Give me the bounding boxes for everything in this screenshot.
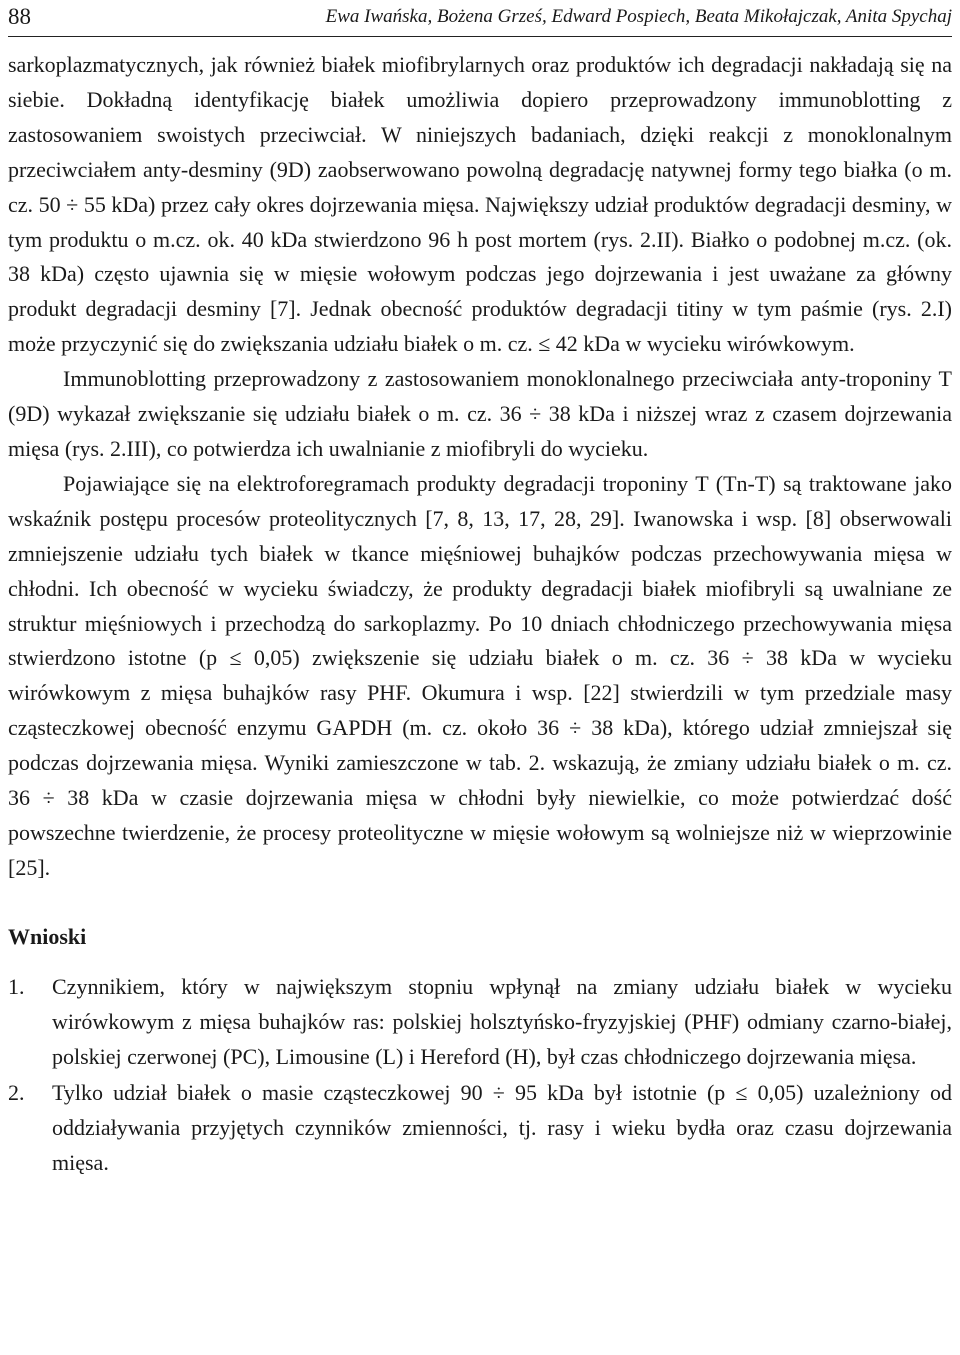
running-head-authors: Ewa Iwańska, Bożena Grześ, Edward Pospiech, Beata Mikołajczak, Anita Spychaj <box>325 6 952 27</box>
paragraph-2: Immunoblotting przeprowadzony z zastosowaniem monoklonalnego przeciwciała anty-troponiny T (9D) wykazał zwiększanie się udziału białek o m. cz. 36 ÷ 38 kDa i niższej wraz z czasem dojrzewania mięsa (rys. 2.III), co potwierdza ich uwalnianie z miofibryli do wycieku. <box>8 366 952 461</box>
page-number: 88 <box>8 4 31 29</box>
paragraph-1: sarkoplazmatycznych, jak również białek miofibrylarnych oraz produktów ich degradacji nakładają się na siebie. Dokładną identyfikację białek umożliwia dopiero przeprowadzony immunoblotting z zastosowaniem swoistych przeciwciał. W niniejszych badaniach, dzięki reakcji z monoklonalnym przeciwciałem anty-desminy (9D) zaobserwowano powolną degradację natywnej formy tego białka (o m. cz. 50 ÷ 55 kDa) przez cały okres dojrzewania mięsa. Największy udział produktów degradacji desminy, w tym produktu o m.cz. ok. 40 kDa stwierdzono 96 h post mortem (rys. 2.II). Białko o podobnej m.cz. (ok. 38 kDa) często ujawnia się w mięsie wołowym podczas jego dojrzewania i jest uważane za główny produkt degradacji desminy [7]. Jednak obecność produktów degradacji titiny w tym paśmie (rys. 2.I) może przyczynić się do zwiększania udziału białek o m. cz. ≤ 42 kDa w wycieku wirówkowym. <box>8 52 952 357</box>
header-rule <box>8 36 952 37</box>
conclusions-list <box>8 970 952 1181</box>
conclusion-number: 1. <box>8 973 25 999</box>
conclusion-item-1 <box>8 970 952 1075</box>
body-text <box>8 48 952 1183</box>
page-header <box>8 2 952 32</box>
conclusion-text: Czynnikiem, który w największym stopniu wpłynął na zmiany udziału białek w wycieku wirówkowym z mięsa buhajków ras: polskiej holsztyńsko-fryzyjskiej (PHF) odmiany czarno-białej, polskiej czerwonej (PC), Limousine (L) i Hereford (H), był czas chłodniczego dojrzewania mięsa. <box>52 973 952 1069</box>
conclusion-item-2 <box>8 1076 952 1181</box>
conclusions-heading: Wnioski <box>8 923 87 949</box>
conclusion-text: Tylko udział białek o masie cząsteczkowej 90 ÷ 95 kDa był istotnie (p ≤ 0,05) uzależniony od oddziaływania przyjętych czynników zmienności, tj. rasy i wieku bydła oraz czasu dojrzewania mięsa. <box>52 1080 952 1176</box>
conclusion-number: 2. <box>8 1080 25 1106</box>
paragraph-3: Pojawiające się na elektroforegramach produkty degradacji troponiny T (Tn-T) są traktowane jako wskaźnik postępu procesów proteolitycznych [7, 8, 13, 17, 28, 29]. Iwanowska i wsp. [8] obserwowali zmniejszenie udziału tych białek w tkance mięśniowej buhajków podczas przechowywania mięsa w chłodni. Ich obecność w wycieku świadczy, że produkty degradacji białek miofibryli są uwalniane ze struktur mięśniowych i przechodzą do sarkoplazmy. Po 10 dniach chłodniczego przechowywania mięsa stwierdzono istotne (p ≤ 0,05) zwiększenie się udziału białek o m. cz. 36 ÷ 38 kDa w wycieku wirówkowym z mięsa buhajków rasy PHF. Okumura i wsp. [22] stwierdzili w tym przedziale masy cząsteczkowej obecność enzymu GAPDH (m. cz. około 36 ÷ 38 kDa), którego udział zmniejszał się podczas dojrzewania mięsa. Wyniki zamieszczone w tab. 2. wskazują, że zmiany udziału białek o m. cz. 36 ÷ 38 kDa w czasie dojrzewania mięsa w chłodni były niewielkie, co może potwierdzać dość powszechne twierdzenie, że procesy proteolityczne w mięsie wołowym są wolniejsze niż w wieprzowinie [25]. <box>8 470 952 880</box>
